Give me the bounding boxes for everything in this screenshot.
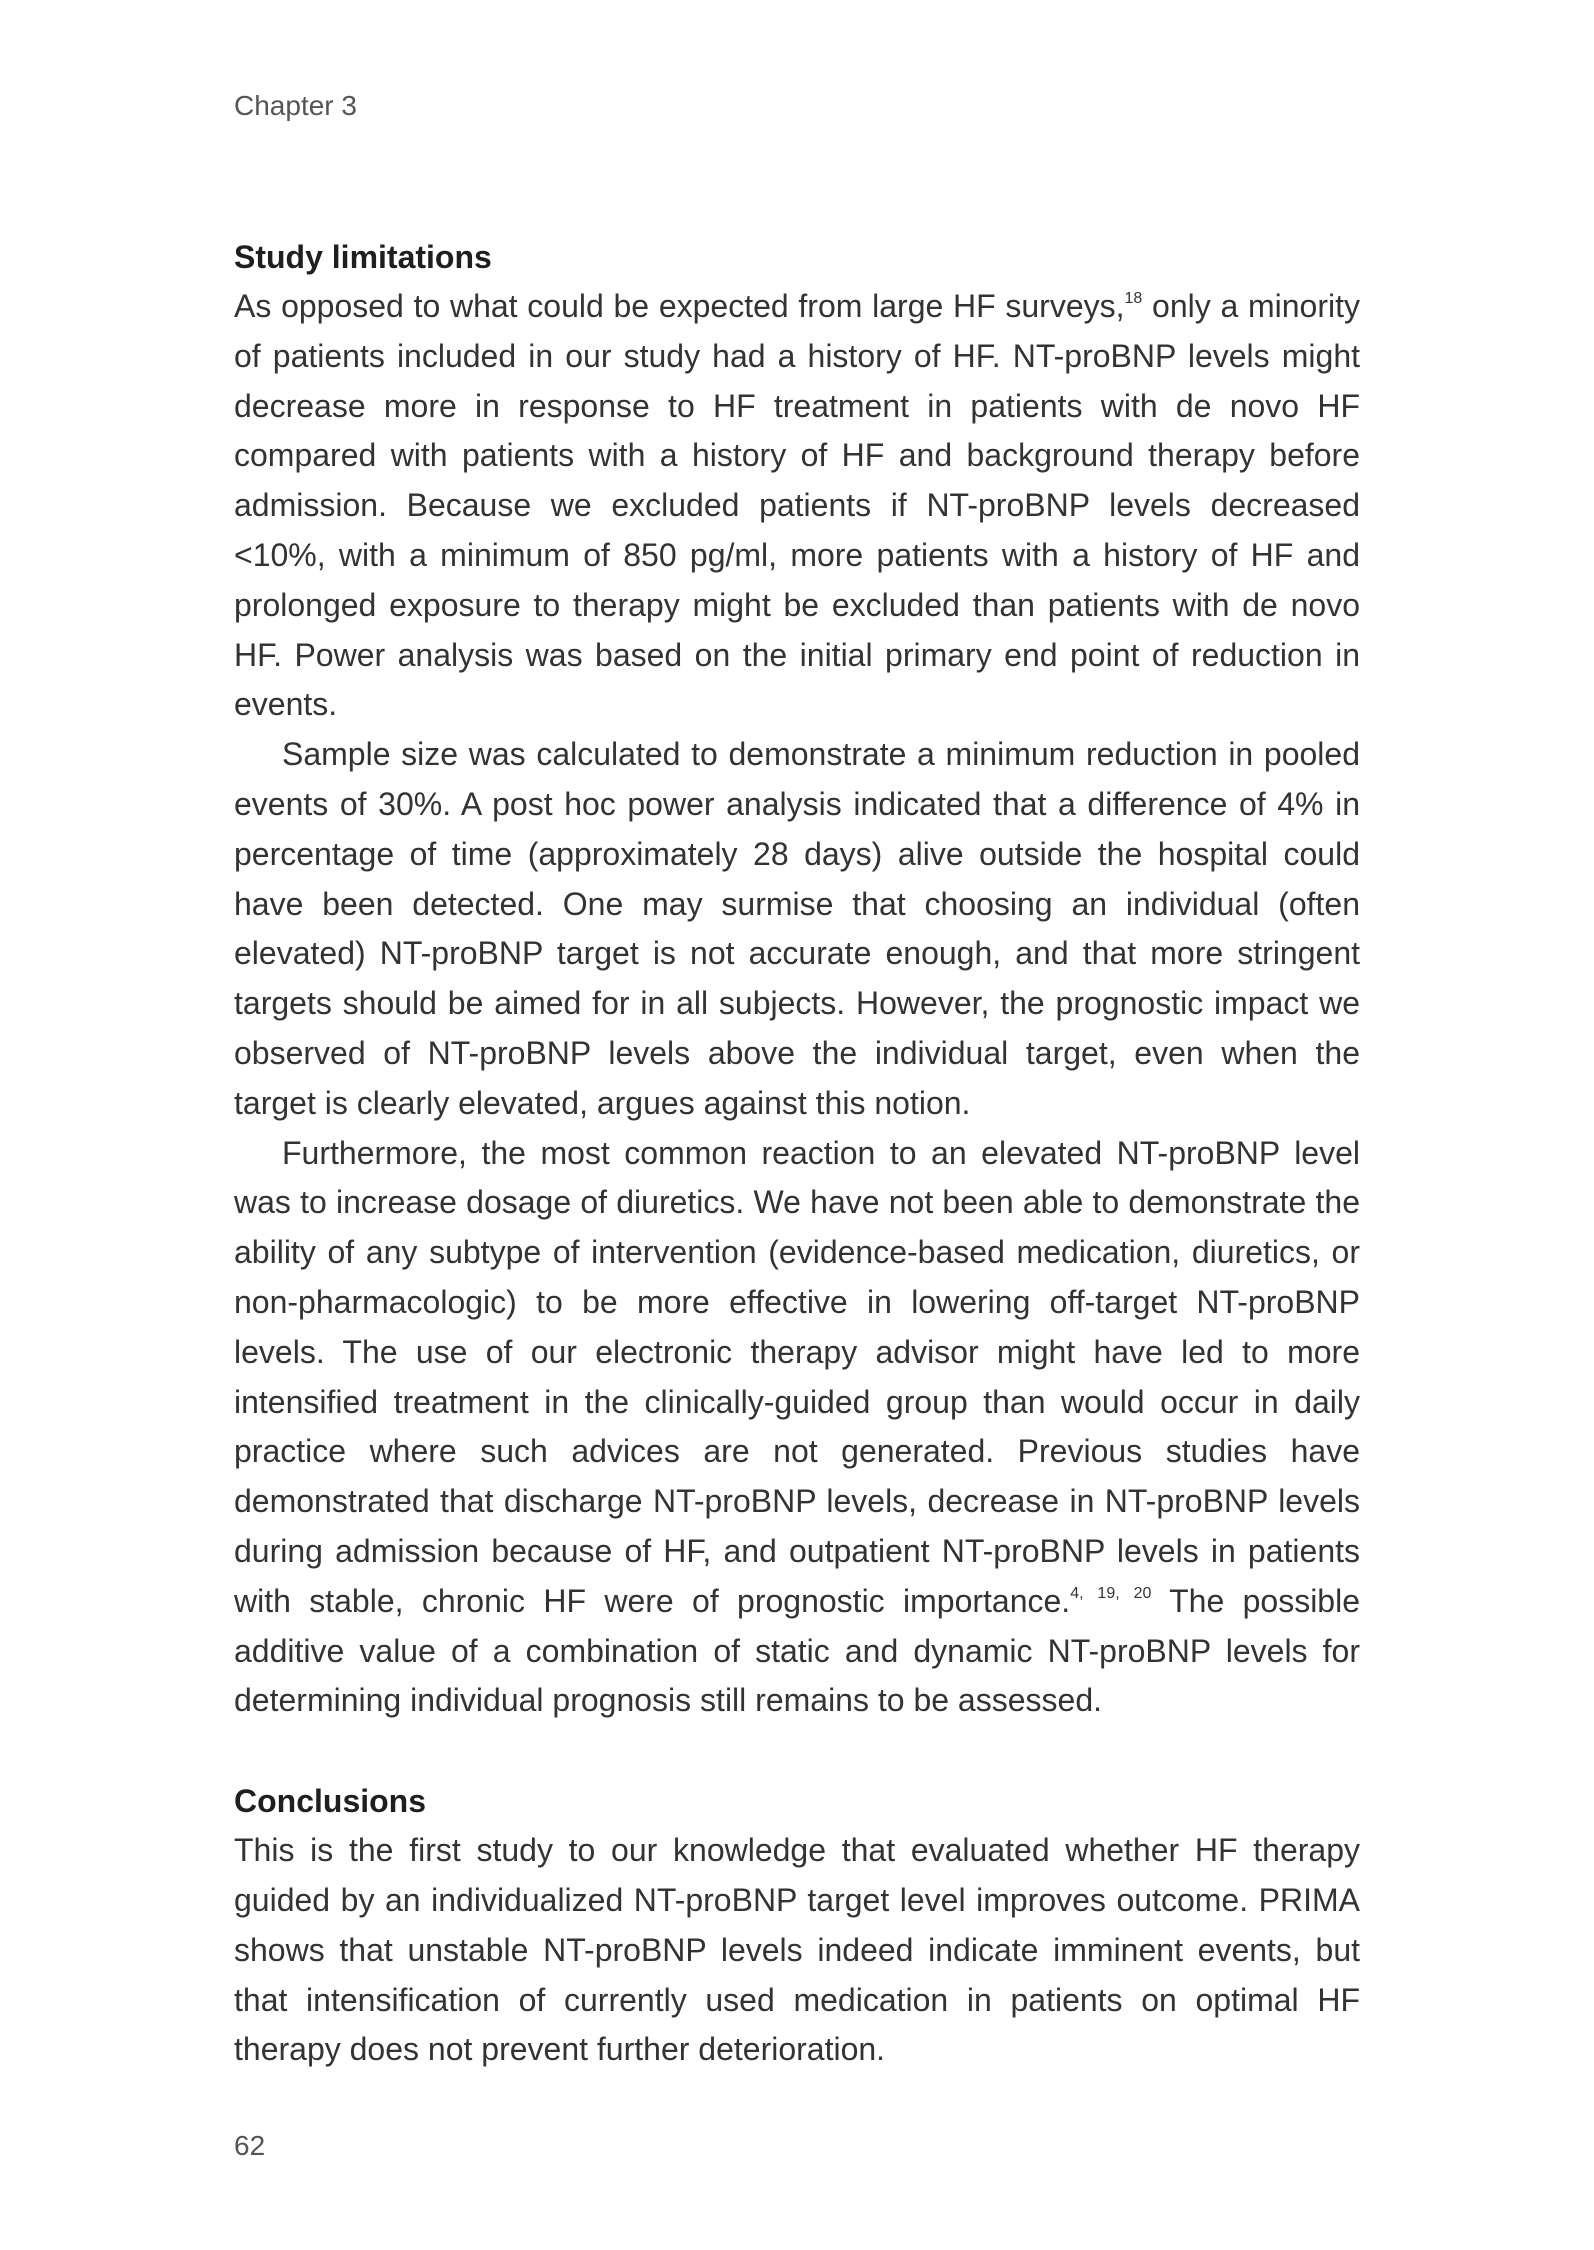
section-heading: Conclusions [234,1783,427,1820]
paragraph: This is the first study to our knowledge that evaluated whether HF therapy guided by an individualized NT-proBNP target level improves outcome. PRIMA shows that unstable NT-proBNP levels indeed indicate imminent events, but that intensification of currently used medication in patients on optimal HF therapy does not prevent further deterioration. [234,1832,1360,2068]
paragraph: Sample size was calculated to demonstrate a minimum reduction in pooled events of 30%. A post hoc power analysis indicated that a difference of 4% in percentage of time (approximately 28 days) alive outside the hospital could have been detected. One may surmise that choosing an individual (often elevated) NT-proBNP target is not accurate enough, and that more stringent targets should be aimed for in all subjects. However, the prognostic impact we observed of NT-proBNP levels above the individual target, even when the target is clearly elevated, argues against this notion. [234,736,1360,1121]
paragraph-text: The possible additive value of a combination of static and dynamic NT-proBNP levels for determining individual prognosis still remains to be assessed. [234,1582,1361,1719]
citation-superscript: 18 [1124,290,1143,307]
page-number: 62 [234,2130,266,2161]
section-spacer [234,1726,1360,1776]
page-body [234,232,1360,2075]
section-heading: Study limitations [234,239,492,275]
paragraph-text: Furthermore, the most common reaction to an elevated NT-proBNP level was to increase dosage of diuretics. We have not been able to demonstrate the ability of any subtype of intervention (evidence-based medication, diuretics, or non-pharmacologic) to be more effective in lowering off-target NT-proBNP levels. The use of our electronic therapy advisor might have led to more intensified treatment in the clinically-guided group than would occur in daily practice where such advices are not generated. Previous studies have demonstrated that discharge NT-proBNP levels, decrease in NT-proBNP levels during admission because of HF, and outpatient NT-proBNP levels in patients with stable, chronic HF were of prognostic importance. [234,1134,1360,1619]
section-study-limitations [234,232,1360,1726]
paragraph-text: As opposed to what could be expected from large HF surveys, [234,288,1125,324]
paragraph [234,1129,1360,1727]
paragraph-text: only a minority of patients included in our study had a history of HF. NT-proBNP levels might decrease more in response to HF treatment in patients with de novo HF compared with patients with a history of HF and background therapy before admission. Because we excluded patients if NT-proBNP levels decreased <10%, with a minimum of 850 pg/ml, more patients with a history of HF and prolonged exposure to therapy might be excluded than patients with de novo HF. Power analysis was based on the initial primary end point of reduction in events. [234,288,1361,723]
citation-superscript: 4, 19, 20 [1070,1584,1152,1602]
paragraph [234,282,1360,730]
section-conclusions [234,1776,1360,2075]
running-header: Chapter 3 [234,90,357,121]
